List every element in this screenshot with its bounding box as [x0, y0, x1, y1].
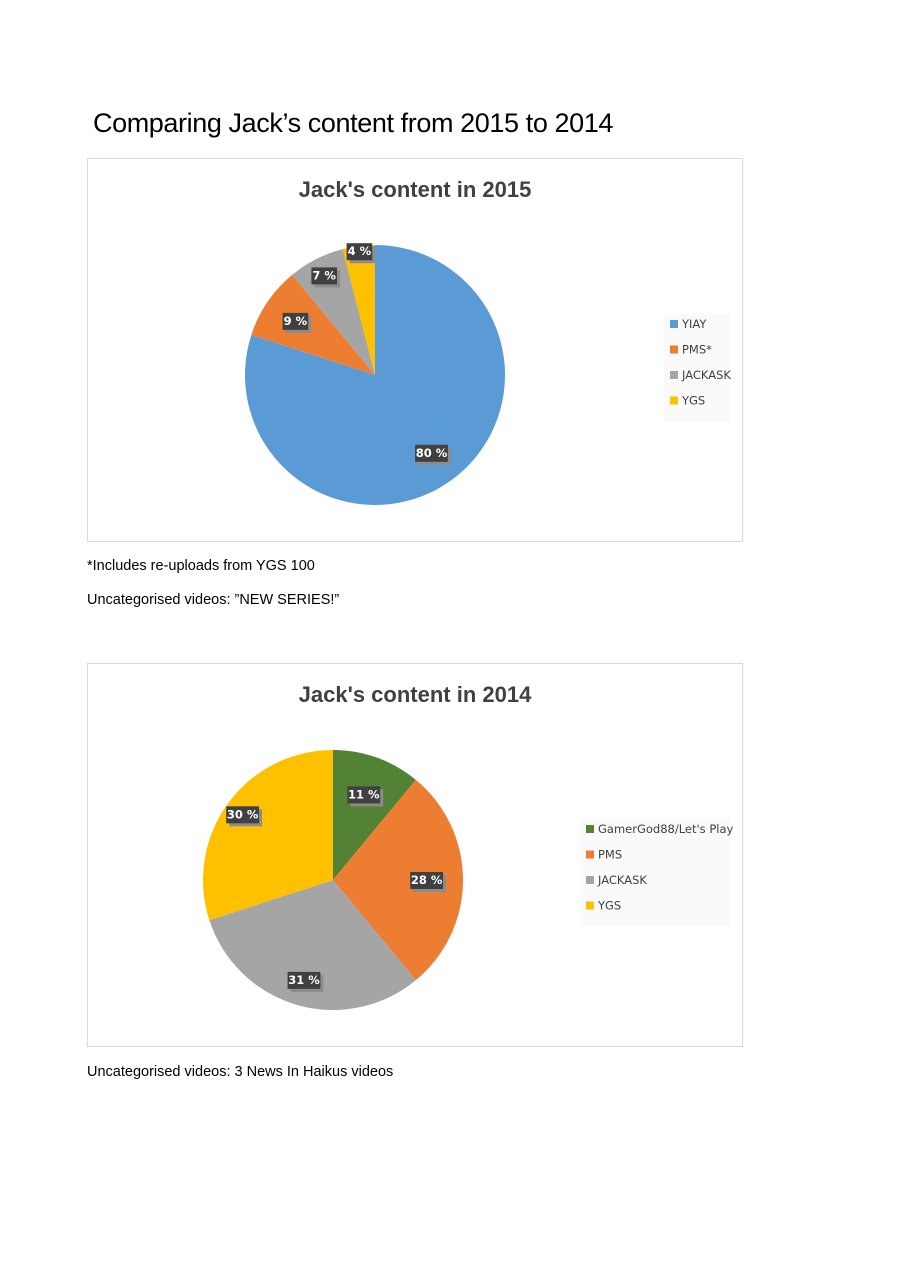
data-label-text: 28 % — [410, 873, 443, 887]
legend-swatch-gamergod88-let-s-play — [586, 825, 594, 833]
data-label-text: 31 % — [288, 972, 320, 987]
data-label-text: 80 % — [415, 445, 448, 460]
data-label-text: 11 % — [348, 787, 380, 802]
legend-swatch-yiay — [670, 320, 678, 328]
legend-swatch-ygs — [670, 397, 678, 405]
data-label-ygs — [226, 806, 262, 826]
data-label-text: 4 % — [347, 244, 372, 259]
chart-2015 — [87, 158, 743, 542]
uncategorised-note-2015: Uncategorised videos: ”NEW SERIES!” — [87, 592, 340, 608]
chart-title: Jack's content in 2015 — [298, 177, 532, 202]
data-label-text: 7 % — [312, 268, 336, 283]
legend-swatch-jackask — [670, 371, 678, 379]
legend-label-ygs: YGS — [682, 393, 706, 408]
legend — [664, 314, 731, 422]
page-title: Comparing Jack’s content from 2015 to 2014 — [93, 108, 614, 138]
legend-label-pms: PMS — [598, 847, 623, 862]
data-label-text: 9 % — [283, 313, 308, 328]
chart-2014 — [87, 663, 743, 1047]
data-label-jackask — [311, 267, 340, 287]
footnote: *Includes re-uploads from YGS 100 — [87, 558, 315, 574]
data-label-pms — [410, 872, 446, 892]
legend-label-gamergod88-let-s-play: GamerGod88/Let's Play — [598, 822, 734, 836]
legend-label-jackask: JACKASK — [682, 368, 731, 382]
legend-swatch-pms — [586, 851, 594, 859]
data-label-yiay — [415, 445, 451, 465]
data-label-pms — [283, 313, 312, 333]
pie-chart-2015 — [88, 159, 744, 543]
legend-label-ygs: YGS — [598, 898, 622, 913]
data-label-ygs — [347, 243, 376, 263]
data-label-gamergod88-let-s-play — [347, 786, 383, 806]
uncategorised-note-2014: Uncategorised videos: 3 News In Haikus videos — [87, 1064, 394, 1080]
chart-title: Jack's content in 2014 — [298, 682, 532, 707]
data-label-text: 30 % — [226, 807, 259, 822]
legend-label-pms: PMS* — [682, 342, 712, 357]
legend-swatch-jackask — [586, 876, 594, 884]
legend-swatch-ygs — [586, 902, 594, 910]
data-label-jackask — [288, 972, 324, 992]
legend — [580, 819, 733, 927]
pie-chart-2014 — [88, 664, 744, 1048]
legend-label-yiay: YIAY — [682, 317, 707, 331]
legend-label-jackask: JACKASK — [598, 873, 647, 887]
legend-swatch-pms — [670, 346, 678, 354]
